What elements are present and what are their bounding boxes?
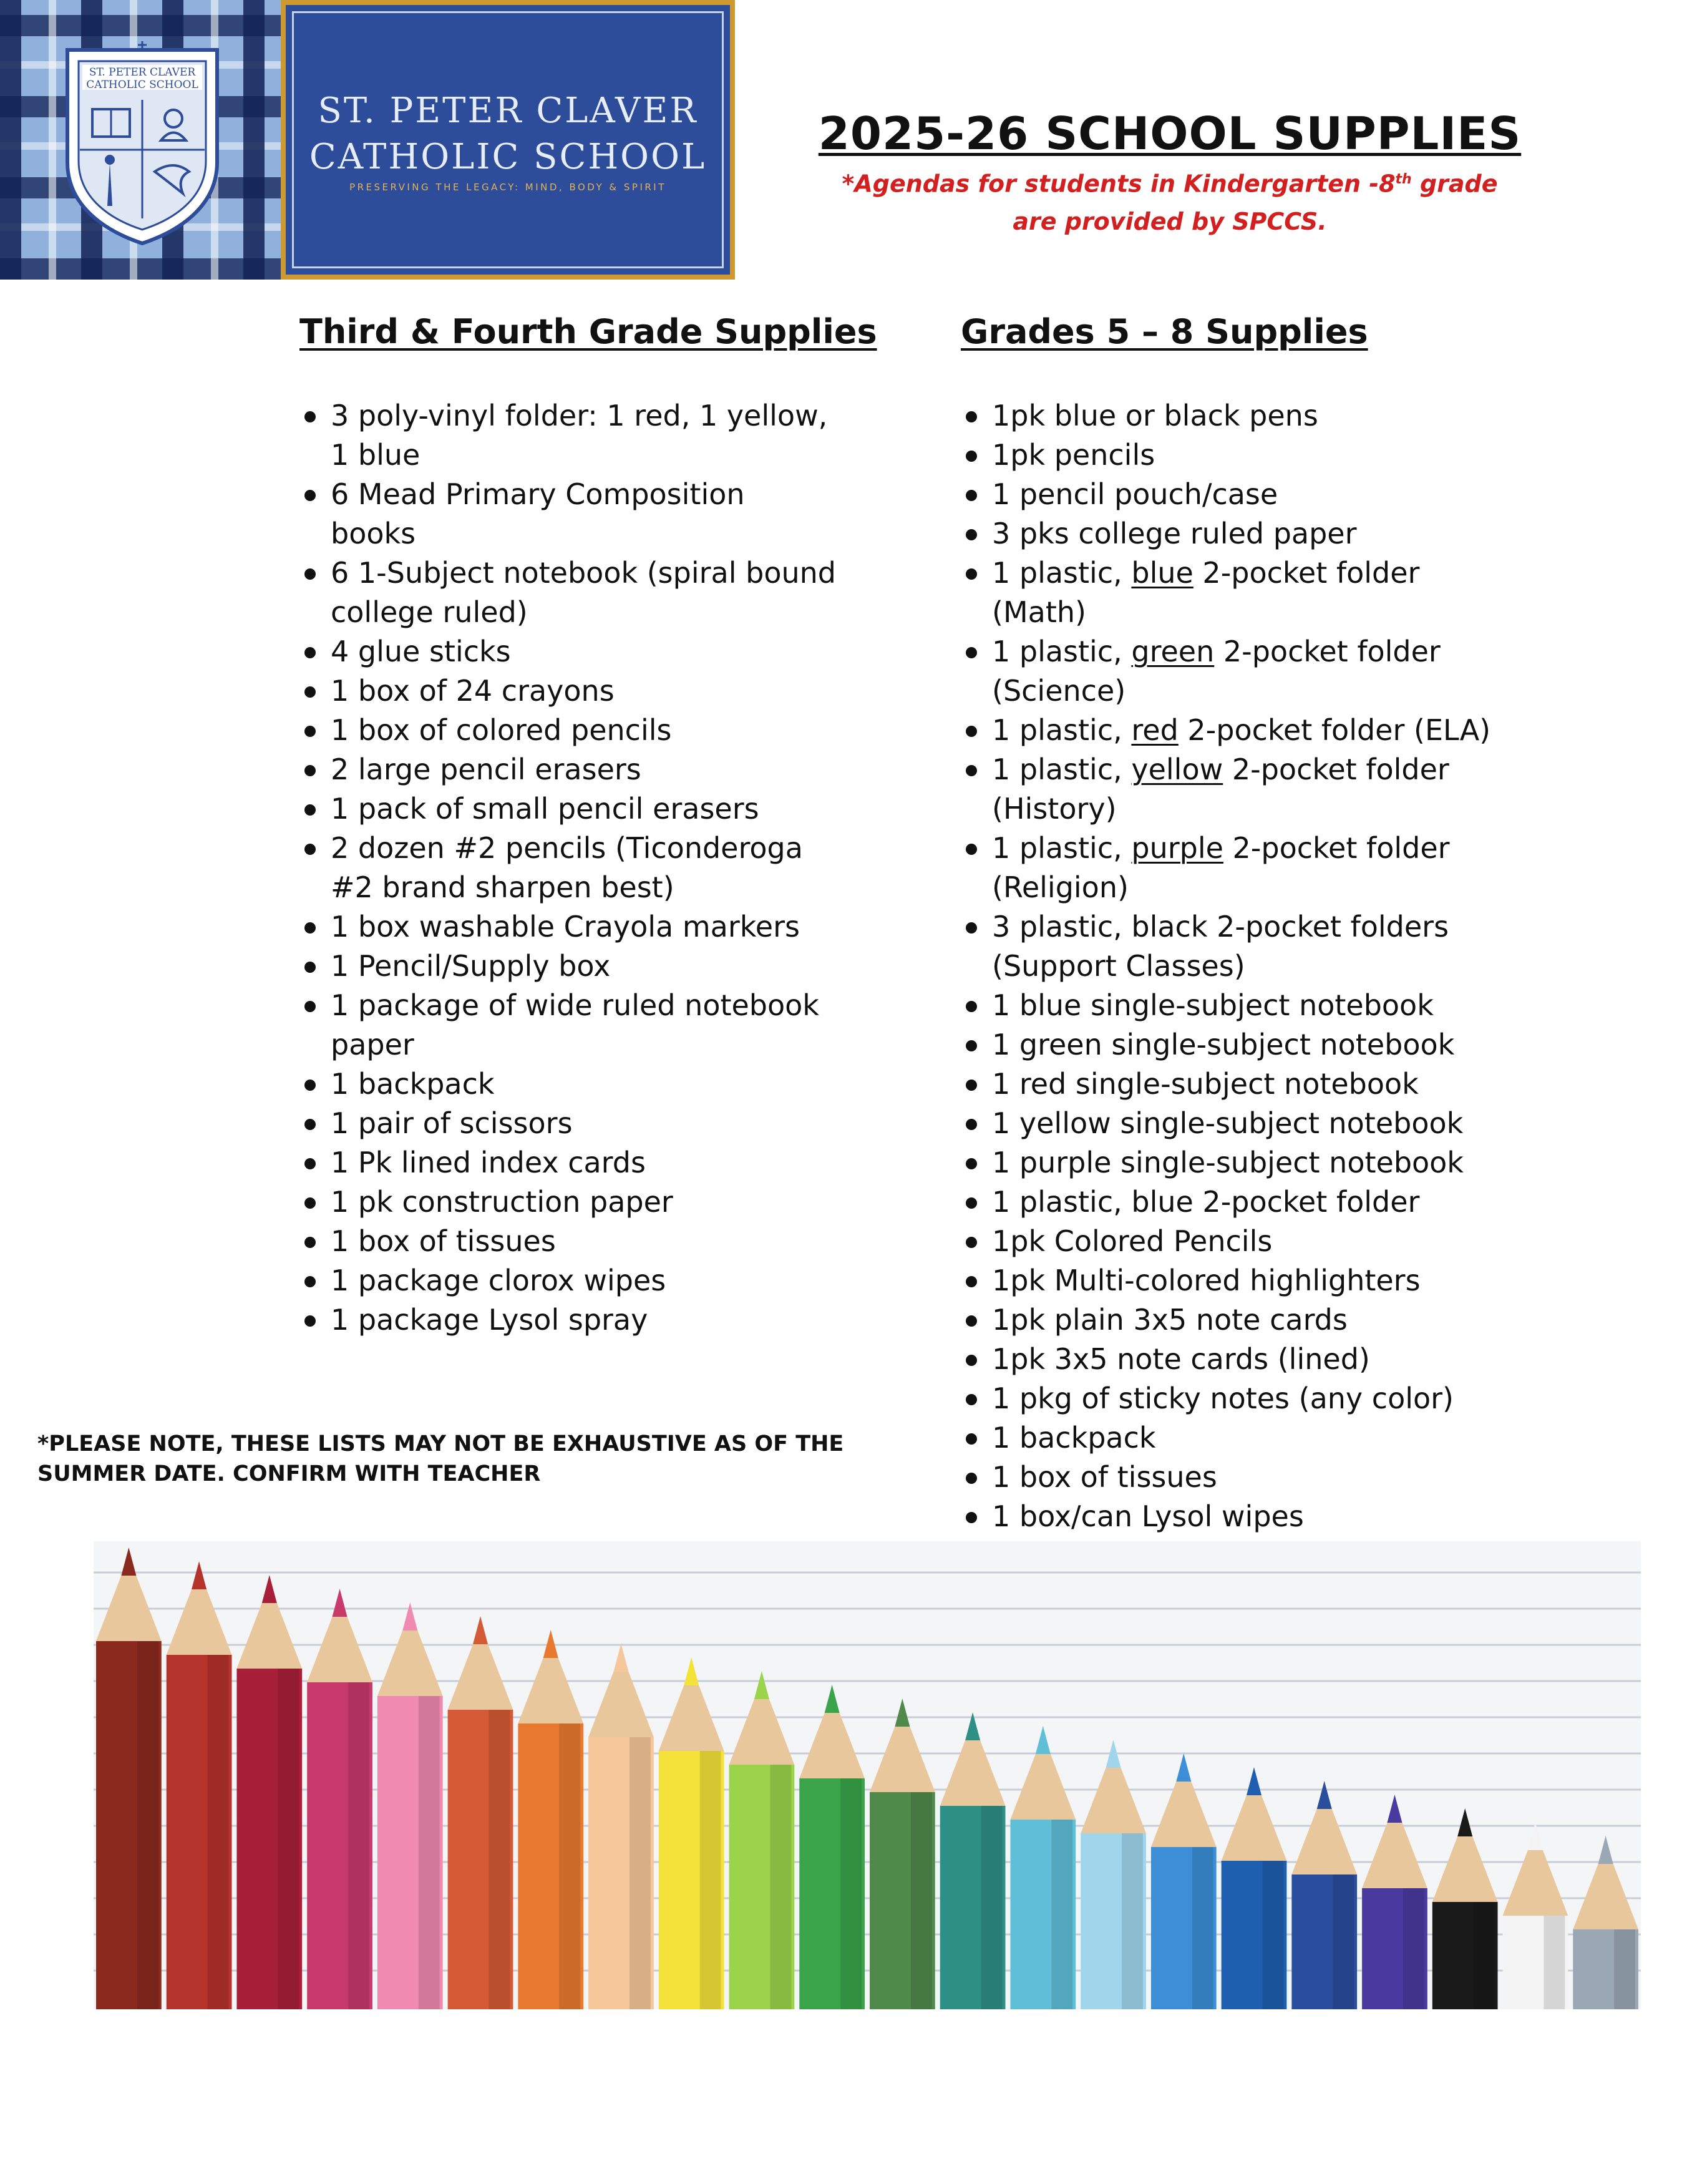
pencil — [96, 1548, 162, 2009]
supply-item-text: 2-pocket folder (Science) — [992, 635, 1441, 708]
supply-item: 1 pack of small pencil erasers — [299, 789, 836, 829]
supply-item: 1 yellow single-subject notebook — [961, 1104, 1510, 1143]
supply-item: 1pk 3x5 note cards (lined) — [961, 1340, 1510, 1379]
supply-item: 1 blue single-subject notebook — [961, 986, 1510, 1025]
supply-item: 1 green single-subject notebook — [961, 1025, 1510, 1065]
crest-text: ST. PETER CLAVER CATHOLIC SCHOOL — [86, 66, 198, 91]
supply-item: 1 box of tissues — [961, 1458, 1510, 1497]
plaid-background — [0, 0, 281, 280]
supply-item: 1 purple single-subject notebook — [961, 1143, 1510, 1182]
supply-item: 1 box of tissues — [299, 1222, 836, 1261]
banner-panel — [292, 11, 724, 268]
supply-item: 1 backpack — [961, 1418, 1510, 1458]
folder-color: purple — [1131, 831, 1223, 865]
supply-item — [961, 553, 1510, 632]
supply-item-text: 2-pocket folder (Math) — [992, 556, 1420, 629]
supply-item — [961, 632, 1510, 711]
supply-item: 1 Pk lined index cards — [299, 1143, 836, 1182]
supply-item: 1pk Multi-colored highlighters — [961, 1261, 1510, 1300]
supply-item: 2 large pencil erasers — [299, 750, 836, 789]
school-banner — [281, 0, 735, 280]
supply-item: 1 pair of scissors — [299, 1104, 836, 1143]
supply-item: 1 pencil pouch/case — [961, 475, 1510, 514]
supply-item-text: 2-pocket folder (History) — [992, 753, 1449, 826]
supply-item-text: 1 plastic, — [992, 713, 1132, 747]
supply-item: 3 plastic, black 2-pocket folders (Support Classes) — [961, 907, 1510, 986]
supply-item: 2 dozen #2 pencils (Ticonderoga #2 brand sharpen best) — [299, 829, 836, 907]
school-motto: PRESERVING THE LEGACY: MIND, BODY & SPIRIT — [349, 182, 666, 193]
supply-item-text: 1 plastic, — [992, 556, 1132, 590]
folder-color: blue — [1131, 556, 1194, 590]
supply-item: 1pk pencils — [961, 436, 1510, 475]
agenda-line2: are provided by SPCCS. — [1013, 207, 1327, 235]
supply-item — [961, 750, 1510, 829]
page-title: 2025-26 SCHOOL SUPPLIES — [818, 107, 1522, 160]
supply-item: 3 pks college ruled paper — [961, 514, 1510, 553]
grades-5-8-supply-list — [961, 396, 1510, 1536]
supply-item: 1 package clorox wipes — [299, 1261, 836, 1300]
third-fourth-supply-list — [299, 396, 836, 1340]
supply-item: 1pk plain 3x5 note cards — [961, 1300, 1510, 1340]
grades-5-8-heading: Grades 5 – 8 Supplies — [961, 312, 1368, 351]
supply-item: 1 pk construction paper — [299, 1182, 836, 1222]
supply-item: 3 poly-vinyl folder: 1 red, 1 yellow, 1 blue — [299, 396, 836, 475]
supply-item-text: 1 plastic, — [992, 635, 1132, 668]
supply-item-text: 2-pocket folder (Religion) — [992, 831, 1450, 904]
supply-item: 1 box/can Lysol wipes — [961, 1497, 1510, 1536]
agenda-superscript: th — [1395, 172, 1412, 187]
supply-item: 6 Mead Primary Composition books — [299, 475, 836, 553]
supply-item-text: 1 plastic, — [992, 753, 1132, 786]
supply-item: 1pk blue or black pens — [961, 396, 1510, 436]
supply-item: 1 box of colored pencils — [299, 711, 836, 750]
agenda-line1-post: grade — [1411, 170, 1498, 198]
disclaimer-note: *PLEASE NOTE, THESE LISTS MAY NOT BE EXHAUSTIVE AS OF THE SUMMER DATE. CONFIRM WITH TEACHER — [37, 1431, 844, 1486]
agenda-note — [811, 161, 1529, 240]
agenda-line1-pre: *Agendas for students in Kindergarten -8 — [842, 170, 1396, 198]
supply-item — [961, 711, 1510, 750]
folder-color: green — [1131, 635, 1215, 668]
supply-item — [961, 829, 1510, 907]
third-fourth-heading: Third & Fourth Grade Supplies — [299, 312, 877, 351]
supply-item: 1 box of 24 crayons — [299, 671, 836, 711]
supply-item: 1 Pencil/Supply box — [299, 947, 836, 986]
supply-item-text: 1 plastic, — [992, 831, 1132, 865]
folder-color: red — [1131, 713, 1179, 747]
school-name: ST. PETER CLAVER CATHOLIC SCHOOL — [309, 90, 707, 177]
supply-item: 1 red single-subject notebook — [961, 1065, 1510, 1104]
supply-item: 6 1-Subject notebook (spiral bound college ruled) — [299, 553, 836, 632]
supply-item: 1pk Colored Pencils — [961, 1222, 1510, 1261]
supply-item: 1 plastic, blue 2-pocket folder — [961, 1182, 1510, 1222]
supply-item: 4 glue sticks — [299, 632, 836, 671]
supply-item: 1 backpack — [299, 1065, 836, 1104]
supply-item: 1 box washable Crayola markers — [299, 907, 836, 947]
supply-item: 1 package of wide ruled notebook paper — [299, 986, 836, 1065]
colored-pencils-photo — [94, 1541, 1641, 2009]
supply-item: 1 pkg of sticky notes (any color) — [961, 1379, 1510, 1418]
supply-item: 1 package Lysol spray — [299, 1300, 836, 1340]
folder-color: yellow — [1131, 753, 1223, 786]
supply-item-text: 2-pocket folder (ELA) — [1178, 713, 1491, 747]
